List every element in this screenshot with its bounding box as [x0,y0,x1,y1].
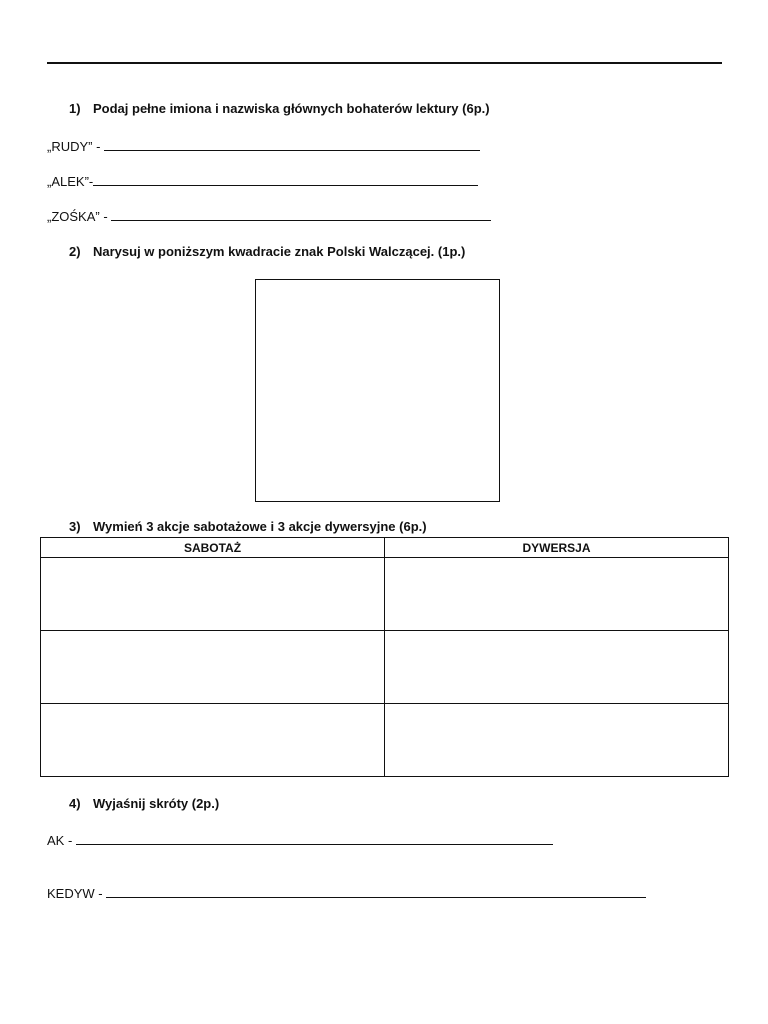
sabotaz-cell-1[interactable] [41,558,385,631]
answer-blank-zoska[interactable] [111,208,491,221]
answer-label-ak: AK - [47,833,76,848]
sabotaz-cell-2[interactable] [41,631,385,704]
answer-line-alek [47,173,478,189]
question-1-number: 1) [69,101,81,116]
answer-blank-ak[interactable] [76,832,553,845]
question-4 [69,796,219,811]
answer-blank-kedyw[interactable] [106,885,646,898]
actions-table [40,537,729,777]
question-4-number: 4) [69,796,81,811]
header-sabotaz: SABOTAŻ [41,538,385,558]
table-row [41,631,729,704]
answer-blank-alek[interactable] [93,173,478,186]
dywersja-cell-3[interactable] [385,704,729,777]
question-3-text: Wymień 3 akcje sabotażowe i 3 akcje dywersyjne (6p.) [93,519,427,534]
question-4-text: Wyjaśnij skróty (2p.) [93,796,220,811]
answer-line-kedyw [47,885,646,901]
drawing-square[interactable] [255,279,500,502]
answer-label-zoska: „ZOŚKA” - [47,209,112,224]
question-2-number: 2) [69,244,81,259]
question-3-number: 3) [69,519,81,534]
table-row [41,558,729,631]
answer-label-alek: „ALEK”- [47,174,94,189]
question-2 [69,244,465,259]
top-rule [47,62,722,64]
question-3 [69,519,427,534]
answer-line-zoska [47,208,491,224]
answer-label-kedyw: KEDYW - [47,886,107,901]
answer-label-rudy: „RUDY” - [47,139,105,154]
answer-blank-rudy[interactable] [104,138,480,151]
header-dywersja: DYWERSJA [385,538,729,558]
answer-line-ak [47,832,553,848]
question-1 [69,101,490,116]
table-header-row [41,538,729,558]
sabotaz-cell-3[interactable] [41,704,385,777]
dywersja-cell-1[interactable] [385,558,729,631]
question-2-text: Narysuj w poniższym kwadracie znak Polski Walczącej. (1p.) [93,244,466,259]
answer-line-rudy [47,138,480,154]
table-row [41,704,729,777]
question-1-text: Podaj pełne imiona i nazwiska głównych bohaterów lektury (6p.) [93,101,490,116]
dywersja-cell-2[interactable] [385,631,729,704]
